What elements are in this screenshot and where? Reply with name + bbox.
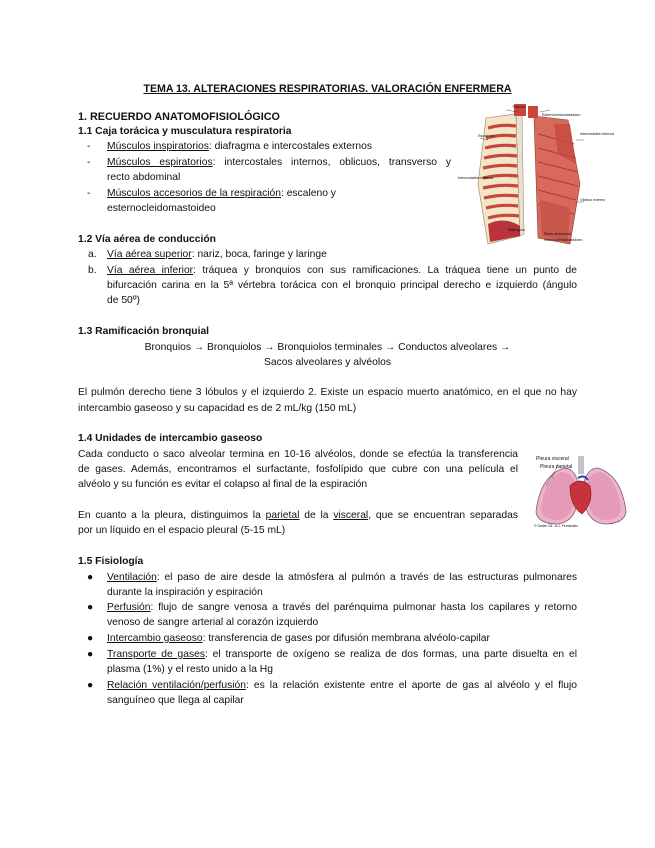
figure-label: Oblicuo externo [580,198,606,202]
term: Ventilación [107,572,157,583]
term: visceral [333,510,369,521]
list-item [107,571,577,585]
term: Perfusión [107,602,151,613]
thoracic-muscles-figure [458,104,615,248]
item-continuation: plasma (1%) y el resto unido a la Hg [107,664,273,675]
list-item [107,679,577,693]
term: Músculos accesorios de la respiración [107,188,281,199]
section-1-2-heading: 1.2 Vía aérea de conducción [78,234,216,245]
item-continuation: esternocleidomastoideo [107,203,216,214]
bullet-dot: ● [87,649,94,660]
list-item [107,187,336,201]
paragraph-line: de gases. Además, encontramos el surfactante, fosfolípido que cubre con una película el [78,464,518,475]
term: Músculos espiratorios [107,157,213,168]
figure-label: Tráquea [512,105,526,109]
item-continuation: venoso de sangre arterial al corazón izquierdo [107,617,319,628]
item-continuation: durante la inspiración y espiración [107,587,263,598]
figure-label: Esternocleidomastoideo [542,113,581,117]
item-text: : el paso de aire desde la atmósfera al pulmón a través de las estructuras pulmonares [156,572,577,583]
figure-label: Escalenos [478,134,495,138]
bullet-dot: ● [87,680,94,691]
dash-bullet: - [87,141,91,152]
document-title: TEMA 13. ALTERACIONES RESPIRATORIAS. VALORACIÓN ENFERMERA [143,83,512,95]
list-item [107,156,451,170]
item-text: : transferencia de gases por difusión membrana alvéolo-capilar [202,633,490,644]
bullet-dot: ● [87,602,94,613]
item-text: : flujo de sangre venosa a través del parénquima pulmonar hasta los capilares y retorno [150,602,577,613]
bullet-dot: ● [87,572,94,583]
paragraph-line: intercambio gaseoso y su capacidad es de 2 mL/kg (150 mL) [78,403,357,414]
term: Músculos inspiratorios [107,141,209,152]
term: parietal [265,510,300,521]
paragraph-line [78,509,518,523]
pleura-figure [528,452,634,532]
figure-label: Intercostales internos [580,132,615,136]
paragraph-line: El pulmón derecho tiene 3 lóbulos y el izquierdo 2. Existe un espacio muerto anatómico, en el que no hay [78,387,577,398]
list-label-b: b. [88,265,97,276]
section-1-5-heading: 1.5 Fisiología [78,556,144,567]
section-1-1-heading: 1.1 Caja torácica y musculatura respiratoria [78,126,292,137]
list-item [107,632,490,646]
item-text: : es la relación existente entre el aporte de gas al alvéolo y el flujo [245,680,577,691]
item-text: : el transporte de oxígeno se realiza de dos formas, una parte disuelta en el [204,649,577,660]
figure-label: Esternocleidomastoideo [544,238,583,242]
item-continuation: sanguíneo que llega al capilar [107,695,244,706]
bronchial-chain-line-2: Sacos alveolares y alvéolos [263,357,392,368]
figure-credit: © Daniel Gil - A.J. Fernández [534,524,578,528]
term: Intercambio gaseoso [107,633,203,644]
list-item [107,140,372,154]
paragraph-line: alvéolo y su función es evitar el colapso al final de la espiración [78,479,368,490]
text-run: , que se encuentran separadas [368,510,518,521]
list-label-a: a. [88,249,97,260]
item-continuation: bifurcación carina en la 5ª vértebra torácica con el bronquio principal derecho e izquierdo (ángulo [107,280,577,291]
item-text: : escaleno y [280,188,336,199]
item-continuation: recto abdominal [107,172,181,183]
item-text: : intercostales internos, oblicuos, transverso y [212,157,451,168]
term: Relación ventilación/perfusión [107,680,246,691]
figure-label: Pleura visceral [536,456,569,462]
section-1-heading: 1. RECUERDO ANATOMOFISIOLÓGICO [78,111,280,123]
term: Transporte de gases [107,649,205,660]
figure-label: Diafragma [508,228,525,232]
text-run: de la [299,510,334,521]
term: Vía aérea inferior [107,265,194,276]
paragraph-line: Cada conducto o saco alveolar termina en 10-16 alvéolos, donde se efectúa la transferencia [78,449,518,460]
bullet-dot: ● [87,633,94,644]
list-item [107,601,577,615]
figure-label: Pleura parietal [540,464,573,470]
term: Vía aérea superior [107,249,192,260]
section-1-3-heading: 1.3 Ramificación bronquial [78,326,210,337]
dash-bullet: - [87,157,91,168]
dash-bullet: - [87,188,91,199]
item-text: : tráquea y bronquios con sus ramificaciones. La tráquea tiene un punto de [193,265,577,276]
item-text: : diafragma e intercostales externos [208,141,372,152]
text-run: En cuanto a la pleura, distinguimos la [78,510,266,521]
figure-label: Intercostales externos [458,176,494,180]
list-item [107,248,327,262]
list-item [107,648,577,662]
item-continuation: de 50º) [107,295,140,306]
bronchial-chain-line-1: Bronquios → Bronquiolos → Bronquiolos terminales → Conductos alveolares → [144,342,511,353]
item-text: : nariz, boca, faringe y laringe [191,249,327,260]
figure-label: Recto abdominal [544,232,571,236]
section-1-4-heading: 1.4 Unidades de intercambio gaseoso [78,433,263,444]
paragraph-line: por un líquido en el espacio pleural (5-15 mL) [78,525,286,536]
list-item [107,264,577,278]
